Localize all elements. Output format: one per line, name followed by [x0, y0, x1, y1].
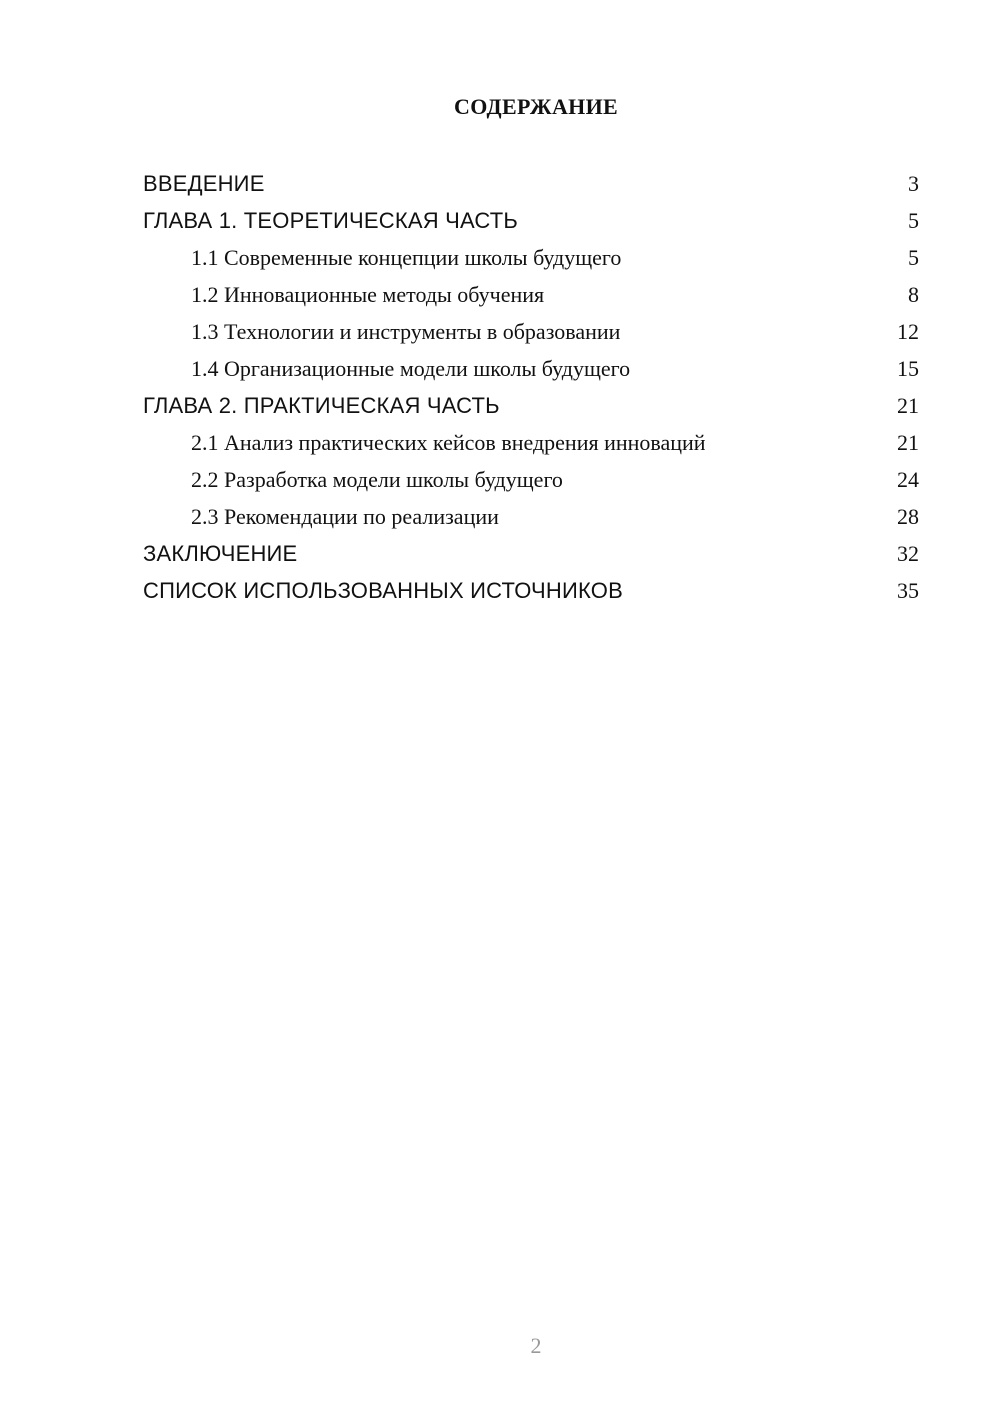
- toc-entry-label: 2.3 Рекомендации по реализации: [191, 504, 499, 529]
- table-of-contents: [143, 169, 919, 613]
- toc-entry-section-1-1[interactable]: [143, 243, 919, 280]
- toc-entry-chapter-2[interactable]: [143, 391, 919, 428]
- page-title: СОДЕРЖАНИЕ: [454, 94, 618, 119]
- toc-entry-page: 32: [897, 541, 919, 566]
- toc-entry-label: ГЛАВА 2. ПРАКТИЧЕСКАЯ ЧАСТЬ: [143, 393, 500, 418]
- toc-entry-label: 1.4 Организационные модели школы будущего: [191, 356, 631, 381]
- toc-entry-section-2-1[interactable]: [143, 428, 919, 465]
- toc-entry-page: 21: [897, 430, 919, 455]
- toc-entry-section-1-3[interactable]: [143, 317, 919, 354]
- toc-entry-label: 1.3 Технологии и инструменты в образовании: [191, 319, 621, 344]
- toc-entry-introduction[interactable]: [143, 169, 919, 206]
- toc-entry-chapter-1[interactable]: [143, 206, 919, 243]
- toc-entry-section-2-2[interactable]: [143, 465, 919, 502]
- toc-entry-section-1-2[interactable]: [143, 280, 919, 317]
- toc-entry-page: 8: [908, 282, 919, 307]
- toc-entry-label: 1.1 Современные концепции школы будущего: [191, 245, 622, 270]
- toc-entry-label: ГЛАВА 1. ТЕОРЕТИЧЕСКАЯ ЧАСТЬ: [143, 208, 519, 233]
- toc-entry-label: СПИСОК ИСПОЛЬЗОВАННЫХ ИСТОЧНИКОВ: [143, 578, 623, 603]
- toc-entry-page: 24: [897, 467, 919, 492]
- toc-entry-page: 5: [908, 245, 919, 270]
- toc-entry-label: ЗАКЛЮЧЕНИЕ: [143, 541, 298, 566]
- toc-entry-label: 1.2 Инновационные методы обучения: [191, 282, 545, 307]
- page-number: 2: [530, 1333, 542, 1358]
- toc-entry-section-1-4[interactable]: [143, 354, 919, 391]
- toc-entry-label: ВВЕДЕНИЕ: [143, 171, 265, 196]
- toc-entry-page: 21: [897, 393, 919, 418]
- toc-entry-conclusion[interactable]: [143, 539, 919, 576]
- toc-entry-page: 12: [897, 319, 919, 344]
- toc-entry-label: 2.2 Разработка модели школы будущего: [191, 467, 563, 492]
- toc-entry-references[interactable]: [143, 576, 919, 613]
- toc-entry-page: 15: [897, 356, 919, 381]
- toc-entry-page: 35: [897, 578, 919, 603]
- toc-entry-page: 28: [897, 504, 919, 529]
- toc-entry-label: 2.1 Анализ практических кейсов внедрения инноваций: [191, 430, 706, 455]
- toc-entry-page: 5: [908, 208, 919, 233]
- toc-entry-section-2-3[interactable]: [143, 502, 919, 539]
- toc-entry-page: 3: [908, 171, 919, 196]
